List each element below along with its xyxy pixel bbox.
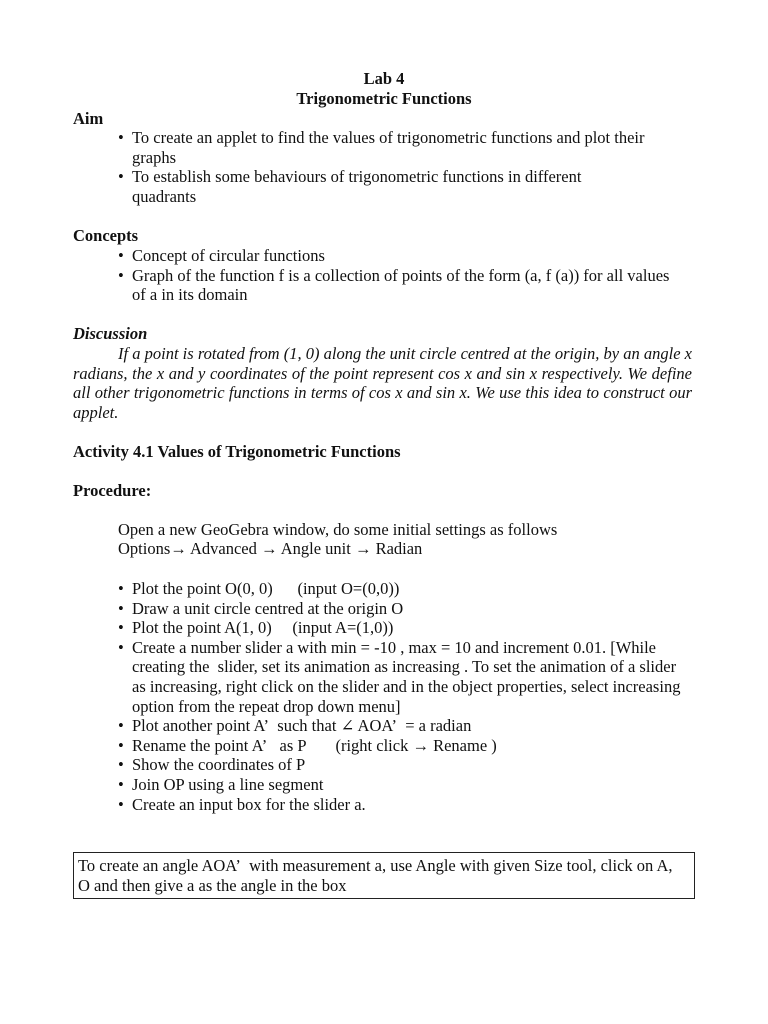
list-item: • Show the coordinates of P (118, 755, 692, 775)
aim-list (118, 128, 692, 206)
list-item: • Rename the point A’ as P (right click → Rename ) (118, 736, 692, 756)
lab-subtitle: Trigonometric Functions (296, 89, 472, 108)
list-item: • Graph of the function f is a collection of points of the form (a, f (a)) for all values of a in its domain (118, 266, 678, 305)
concepts-heading: Concepts (73, 226, 139, 245)
list-item: • Create a number slider a with min = -10 , max = 10 and increment 0.01. [While creating the slider, set its animation as increasing . To set the animation of a slider as increasing, right click on the slider and in the object properties, select increasing option from the repeat drop down menu] (118, 638, 692, 716)
procedure-intro-line-2: Options→ Advanced → Angle unit → Radian (118, 539, 423, 558)
concepts-list (118, 246, 678, 305)
note-box: To create an angle AOA’ with measurement a, use Angle with given Size tool, click on A, O and then give a as the angle in the box (73, 852, 695, 899)
procedure-intro-line-1: Open a new GeoGebra window, do some initial settings as follows (118, 520, 558, 539)
discussion-text: If a point is rotated from (1, 0) along the unit circle centred at the origin, by an angle x radians, the x and y coordinates of the point represent cos x and sin x respectively. We define all other trigonometric functions in terms of cos x and sin x. We use this idea to construct our applet. (73, 344, 692, 422)
list-item: • Plot the point O(0, 0) (input O=(0,0)) (118, 579, 692, 599)
procedure-heading: Procedure: (73, 481, 152, 500)
aim-heading: Aim (73, 109, 104, 128)
list-item: • Draw a unit circle centred at the origin O (118, 599, 692, 619)
discussion-heading: Discussion (73, 324, 148, 343)
list-item: • Plot the point A(1, 0) (input A=(1,0)) (118, 618, 692, 638)
list-item: • Join OP using a line segment (118, 775, 692, 795)
procedure-steps (118, 579, 692, 814)
list-item: • Create an input box for the slider a. (118, 795, 692, 815)
list-item: • To create an applet to find the values of trigonometric functions and plot their graphs (118, 128, 692, 167)
activity-heading: Activity 4.1 Values of Trigonometric Functions (73, 442, 401, 461)
list-item: • Plot another point A’ such that ∠ AOA’ = a radian (118, 716, 692, 736)
lab-title: Lab 4 (363, 69, 405, 88)
list-item: • Concept of circular functions (118, 246, 678, 266)
list-item: • To establish some behaviours of trigonometric functions in different quadrants (118, 167, 692, 206)
